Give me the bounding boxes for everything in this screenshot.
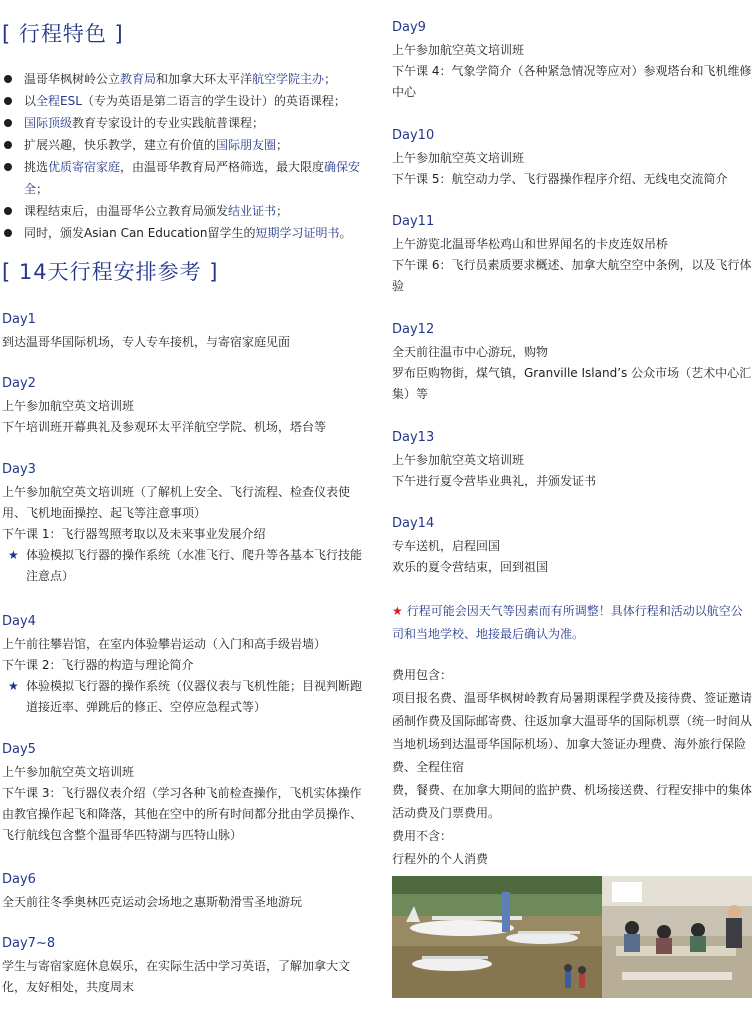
day-line: 上午参加航空英文培训班 [392, 151, 525, 165]
feature-text: 。 [339, 226, 352, 240]
day-line: 下午课 4：气象学简介（各种紧急情况等应对）参观塔台和飞机维修中心 [392, 64, 752, 99]
features-list [0, 68, 372, 244]
day-highlight-text: 体验模拟飞行器的操作系统（水准飞行、爬升等各基本飞行技能注意点） [26, 548, 363, 583]
day-line: 上午参加航空英文培训班 [2, 399, 135, 413]
feature-text: 温哥华枫树岭公立 [24, 72, 121, 86]
day-line: 全天前往温市中心游玩，购物 [392, 345, 549, 359]
notice-star-icon: ★ [392, 604, 403, 618]
day-block [2, 310, 368, 353]
star-icon: ★ [8, 548, 19, 562]
fees-excluded-text: 行程外的个人消费 [392, 852, 489, 866]
day-block [2, 612, 368, 718]
day-block [392, 18, 752, 103]
feature-highlight: 结业证书 [228, 204, 277, 218]
day-label: Day7~8 [2, 936, 56, 951]
day-line: 罗布臣购物街，煤气镇，Granville Island’s 公众市场（艺术中心汇集）等 [392, 366, 752, 401]
day-label: Day14 [392, 516, 435, 531]
day-block [2, 740, 368, 846]
feature-item [0, 200, 372, 222]
bullet-icon [4, 97, 12, 105]
notice-text: 行程可能会因天气等因素而有所调整！具体行程和活动以航空公司和当地学校、地接最后确认为准。 [392, 604, 743, 641]
day-line: 上午前往攀岩馆，在室内体验攀岩运动（入门和高手级岩墙） [2, 637, 327, 651]
day-block [2, 460, 368, 587]
day-line: 全天前往冬季奥林匹克运动会场地之惠斯勒滑雪圣地游玩 [2, 895, 303, 909]
schedule-notice [392, 600, 752, 646]
day-label: Day13 [392, 430, 435, 445]
day-label: Day5 [2, 742, 36, 757]
day-line: 欢乐的夏令营结束，回到祖国 [392, 560, 549, 574]
fees-included-text: 项目报名费、温哥华枫树岭教育局暑期课程学费及接待费、签证邀请函制作费及国际邮寄费、往返加拿大温哥华的国际机票（统一时间从当地机场到达温哥华国际机场）、加拿大签证办理费、海外旅行保险费、全程住宿 [392, 691, 752, 774]
day-label: Day9 [392, 20, 426, 35]
feature-item [0, 90, 372, 112]
bullet-icon [4, 229, 12, 237]
fees-included-title: 费用包含： [392, 668, 453, 682]
feature-item [0, 112, 372, 134]
feature-item [0, 156, 372, 200]
day-line: 上午游览北温哥华松鸡山和世界闻名的卡皮连奴吊桥 [392, 237, 669, 251]
day-label: Day10 [392, 128, 435, 143]
day-line: 专车送机，启程回国 [392, 539, 501, 553]
feature-text: ； [324, 72, 337, 86]
feature-text: ，由温哥华教育局严格筛选，最大限度 [120, 160, 325, 174]
feature-item [0, 222, 372, 244]
day-line: 学生与寄宿家庭休息娱乐，在实际生活中学习英语，了解加拿大文化，友好相处，共度周末 [2, 959, 351, 994]
feature-item [0, 68, 372, 90]
day-line: 上午参加航空英文培训班 [2, 765, 135, 779]
feature-text: 和加拿大环太平洋 [156, 72, 253, 86]
feature-text: 挑选 [24, 160, 49, 174]
bullet-icon [4, 119, 12, 127]
day-line: 下午课 1：飞行器驾照考取以及未来事业发展介绍 [2, 527, 266, 541]
feature-text: ； [36, 182, 49, 196]
feature-highlight: 确保安全 [24, 160, 361, 196]
day-line: 上午参加航空英文培训班 [392, 43, 525, 57]
day-block [392, 212, 752, 297]
day-label: Day2 [2, 376, 36, 391]
fees-excluded-title: 费用不含： [392, 829, 453, 843]
day-line: 下午课 3：飞行器仪表介绍（学习各种飞前检查操作，飞机实体操作由教官操作起飞和降落，其他在空中的所有时间都分批由学员操作、飞行航线包含整个温哥华匹特湖与匹特山脉） [2, 786, 363, 842]
feature-text: 以 [24, 94, 37, 108]
day-line: 上午参加航空英文培训班（了解机上安全、飞行流程、检查仪表使用、飞机地面操控、起飞等注意事项） [2, 485, 351, 520]
feature-highlight: 航空学院主办 [252, 72, 325, 86]
day-highlight-line [2, 545, 368, 587]
feature-text: 同时，颁发Asian Can Education留学生的 [24, 226, 256, 240]
day-block [2, 934, 368, 998]
airfield-photo [392, 876, 602, 998]
day-block [392, 320, 752, 405]
feature-highlight: 全程ESL [36, 94, 82, 108]
feature-highlight: 国际朋友圈 [216, 138, 277, 152]
day-label: Day6 [2, 872, 36, 887]
feature-highlight: 短期学习证明书 [255, 226, 340, 240]
day-line: 下午进行夏令营毕业典礼，并颁发证书 [392, 474, 597, 488]
bullet-icon [4, 163, 12, 171]
day-block [392, 514, 752, 578]
day-label: Day3 [2, 462, 36, 477]
day-label: Day1 [2, 312, 36, 327]
fees-included-text-2: 费，餐费、在加拿大期间的监护费、机场接送费、行程安排中的集体活动费及门票费用。 [392, 783, 752, 820]
feature-item [0, 134, 372, 156]
day-line: 下午课 2：飞行器的构造与理论简介 [2, 658, 194, 672]
day-line: 上午参加航空英文培训班 [392, 453, 525, 467]
day-line: 下午课 5：航空动力学、飞行器操作程序介绍、无线电交流简介 [392, 172, 728, 186]
feature-text: ； [276, 204, 289, 218]
features-heading: [ 行程特色 ] [2, 22, 124, 46]
feature-highlight: 教育局 [120, 72, 157, 86]
day-highlight-text: 体验模拟飞行器的操作系统（仪器仪表与飞机性能；目视判断跑道接近率、弹跳后的修正、空停应急程式等） [26, 679, 363, 714]
feature-highlight: 优质寄宿家庭 [48, 160, 121, 174]
classroom-photo [602, 876, 752, 998]
photo-strip [392, 876, 752, 998]
day-block [392, 126, 752, 190]
day-label: Day4 [2, 614, 36, 629]
day-label: Day12 [392, 322, 435, 337]
feature-text: ； [276, 138, 289, 152]
right-column [392, 0, 752, 1024]
day-block [392, 428, 752, 492]
day-label: Day11 [392, 214, 435, 229]
day-line: 下午课 6：飞行员素质要求概述、加拿大航空空中条例，以及飞行体验 [392, 258, 752, 293]
feature-text: （专为英语是第二语言的学生设计）的英语课程； [81, 94, 346, 108]
feature-text: 扩展兴趣，快乐教学，建立有价值的 [24, 138, 217, 152]
day-block [2, 870, 368, 913]
schedule-heading: [ 14天行程安排参考 ] [2, 260, 219, 284]
day-line: 下午培训班开幕典礼及参观环太平洋航空学院、机场，塔台等 [2, 420, 327, 434]
bullet-icon [4, 207, 12, 215]
feature-text: 教育专家设计的专业实践航普课程； [72, 116, 265, 130]
bullet-icon [4, 141, 12, 149]
day-block [2, 374, 368, 438]
fees-section [392, 664, 752, 871]
star-icon: ★ [8, 679, 19, 693]
day-highlight-line [2, 676, 368, 718]
day-line: 到达温哥华国际机场，专人专车接机，与寄宿家庭见面 [2, 335, 291, 349]
bullet-icon [4, 75, 12, 83]
feature-highlight: 国际顶级 [24, 116, 73, 130]
feature-text: 课程结束后，由温哥华公立教育局颁发 [24, 204, 229, 218]
